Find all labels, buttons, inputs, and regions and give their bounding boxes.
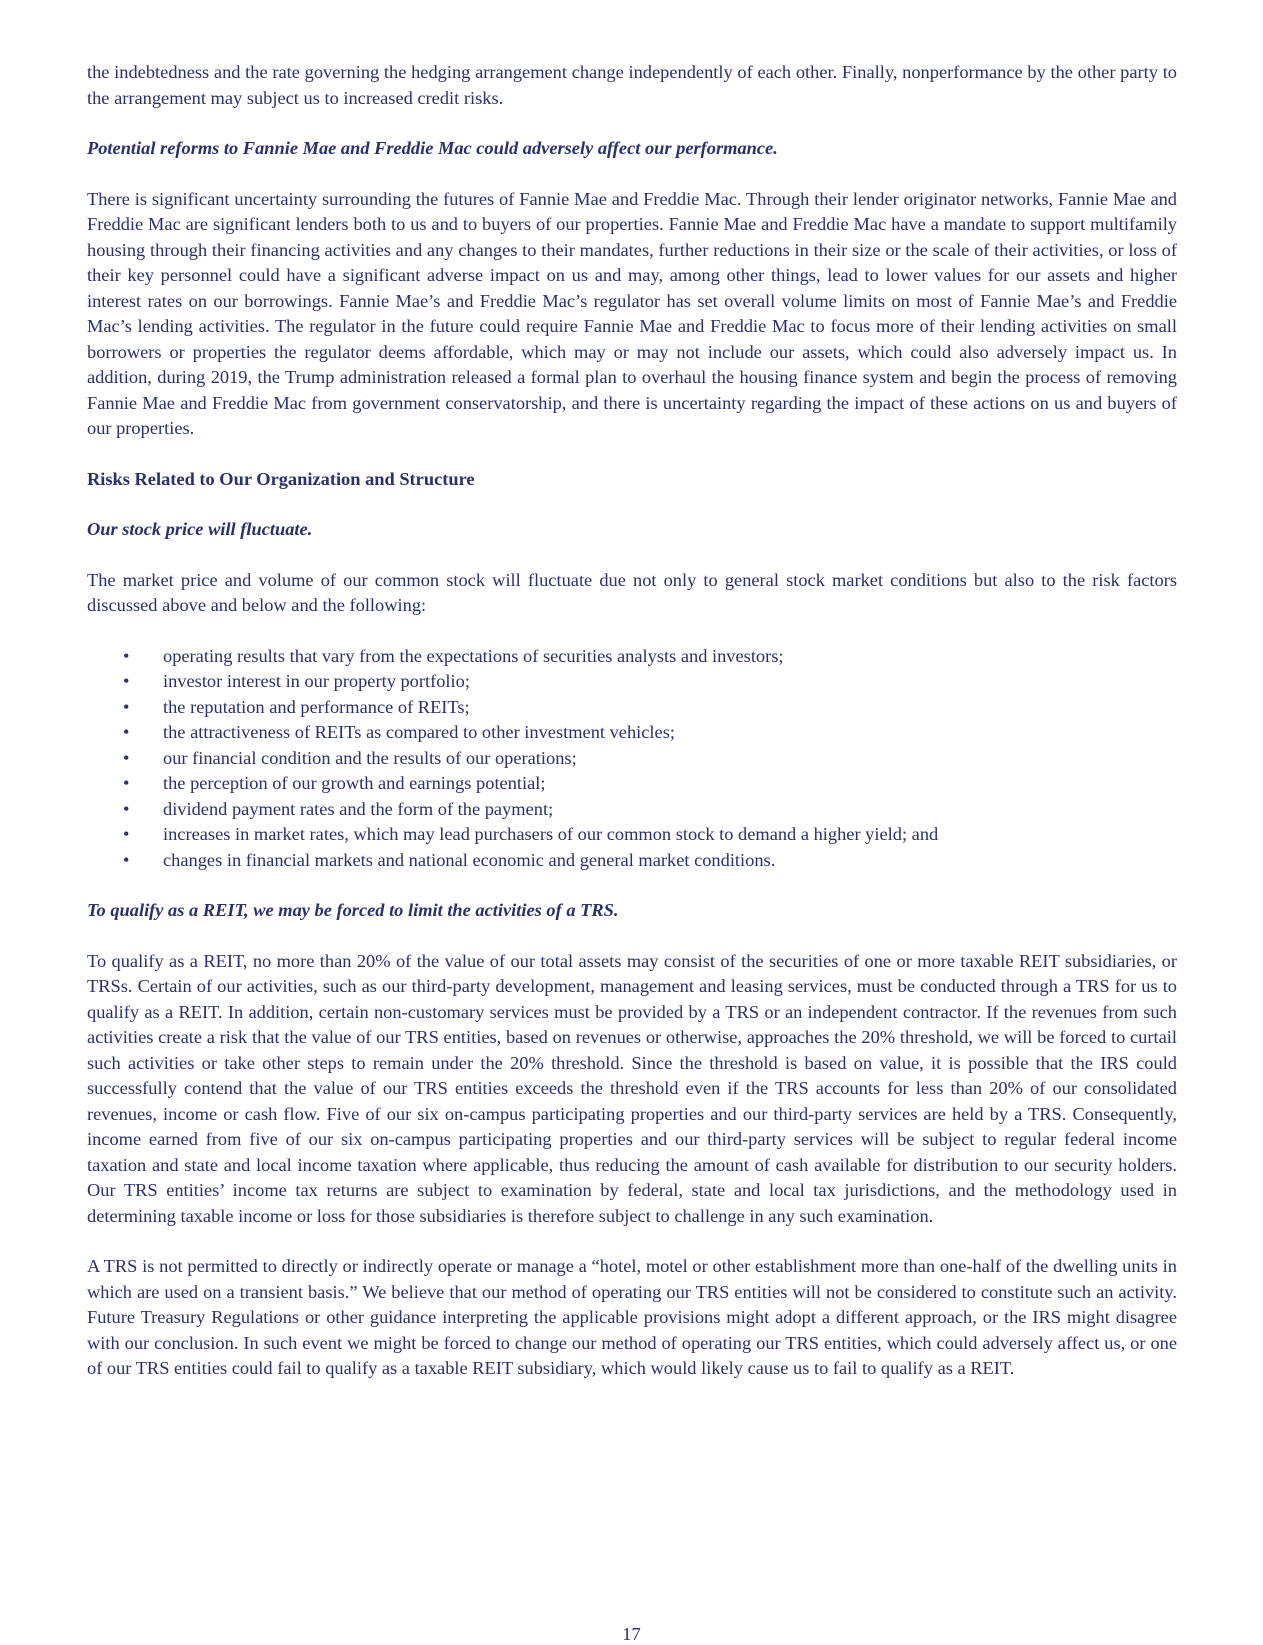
list-item-text: operating results that vary from the expectations of securities analysts and investors; xyxy=(163,645,784,666)
paragraph-stock-price: The market price and volume of our common stock will fluctuate due not only to general stock market conditions but also to the risk factors discussed above and below and the following: xyxy=(87,569,1177,615)
list-item xyxy=(87,848,1177,874)
paragraph-fannie-freddie: There is significant uncertainty surrounding the futures of Fannie Mae and Freddie Mac. Through their lender originator networks, Fannie Mae and Freddie Mac are significant lenders both to us and to buyers of our properties. Fannie Mae and Freddie Mac have a mandate to support multifamily housing through their financing activities and any changes to their mandates, further reductions in their size or the scale of their activities, or loss of their key personnel could have a significant adverse impact on us and may, among other things, lead to lower values for our assets and higher interest rates on our borrowings. Fannie Mae’s and Freddie Mac’s regulator has set overall volume limits on most of Fannie Mae’s and Freddie Mac’s lending activities. The regulator in the future could require Fannie Mae and Freddie Mac to focus more of their lending activities on small borrowers or properties the regulator deems affordable, which may or may not include our assets, which could also adversely impact us. In addition, during 2019, the Trump administration released a formal plan to overhaul the housing finance system and begin the process of removing Fannie Mae and Freddie Mac from government conservatorship, and there is uncertainty regarding the impact of these actions on us and buyers of our properties. xyxy=(87,188,1177,438)
paragraph-trs-hotel-operation: A TRS is not permitted to directly or indirectly operate or manage a “hotel, motel or other establishment more than one-half of the dwelling units in which are used on a transient basis.” We believe that our method of operating our TRS entities will not be considered to constitute such an activity. Future Treasury Regulations or other guidance interpreting the applicable provisions might adopt a different approach, or the IRS might disagree with our conclusion. In such event we might be forced to change our method of operating our TRS entities, which could adversely affect us, or one of our TRS entities could fail to qualify as a taxable REIT subsidiary, which would likely cause us to fail to qualify as a REIT. xyxy=(87,1256,1177,1378)
paragraph-hedging-continuation: the indebtedness and the rate governing the hedging arrangement change independently of each other. Finally, nonperformance by the other party to the arrangement may subject us to increased credit risks. xyxy=(87,62,1177,108)
bullet-marker: • xyxy=(123,824,130,844)
heading-stock-price: Our stock price will fluctuate. xyxy=(87,519,313,539)
bullet-marker: • xyxy=(123,722,130,742)
list-item-text: the reputation and performance of REITs; xyxy=(163,696,470,717)
heading-fannie-freddie-reforms: Potential reforms to Fannie Mae and Freddie Mac could adversely affect our performance. xyxy=(87,138,778,158)
list-item-text: increases in market rates, which may lead purchasers of our common stock to demand a higher yield; and xyxy=(163,824,939,844)
bullet-marker: • xyxy=(123,849,130,870)
bullet-marker: • xyxy=(123,696,130,717)
list-item-text: dividend payment rates and the form of the payment; xyxy=(163,798,554,819)
list-item xyxy=(87,720,1177,746)
list-item-text: our financial condition and the results of our operations; xyxy=(163,747,577,768)
list-item xyxy=(87,771,1177,797)
bullet-marker: • xyxy=(123,645,130,666)
list-item xyxy=(87,695,1177,721)
bullet-marker: • xyxy=(123,747,130,768)
list-item xyxy=(87,644,1177,670)
list-item-text: the perception of our growth and earnings potential; xyxy=(163,773,546,793)
page-number: 17 xyxy=(622,1624,641,1644)
bullet-marker: • xyxy=(123,773,130,793)
list-item xyxy=(87,746,1177,772)
list-item xyxy=(87,822,1177,848)
section-heading-organization-structure: Risks Related to Our Organization and Structure xyxy=(87,468,475,489)
risk-factor-list xyxy=(87,644,1177,874)
bullet-marker: • xyxy=(123,671,130,691)
list-item-text: the attractiveness of REITs as compared to other investment vehicles; xyxy=(163,722,675,742)
bullet-marker: • xyxy=(123,798,130,819)
paragraph-trs-threshold: To qualify as a REIT, no more than 20% of the value of our total assets may consist of the securities of one or more taxable REIT subsidiaries, or TRSs. Certain of our activities, such as our third-party development, management and leasing services, must be conducted through a TRS for us to qualify as a REIT. In addition, certain non-customary services must be provided by a TRS or an independent contractor. If the revenues from such activities create a risk that the value of our TRS entities, based on revenues or otherwise, approaches the 20% threshold, we will be forced to curtail such activities or take other steps to remain under the 20% threshold. Since the threshold is based on value, it is possible that the IRS could successfully contend that the value of our TRS entities exceeds the threshold even if the TRS accounts for less than 20% of our consolidated revenues, income or cash flow. Five of our six on-campus participating properties and our third-party services are held by a TRS. Consequently, income earned from five of our six on-campus participating properties and our third-party services will be subject to regular federal income taxation and state and local income taxation where applicable, thus reducing the amount of cash available for distribution to our security holders. Our TRS entities’ income tax returns are subject to examination by federal, state and local tax jurisdictions, and the methodology used in determining taxable income or loss for those subsidiaries is therefore subject to challenge in any such examination. xyxy=(87,950,1177,1226)
heading-reit-trs-limits: To qualify as a REIT, we may be forced to limit the activities of a TRS. xyxy=(87,900,619,920)
list-item-text: investor interest in our property portfolio; xyxy=(163,671,470,691)
document-page xyxy=(87,60,1177,1382)
list-item xyxy=(87,669,1177,695)
list-item-text: changes in financial markets and national economic and general market conditions. xyxy=(163,849,776,870)
list-item xyxy=(87,797,1177,823)
